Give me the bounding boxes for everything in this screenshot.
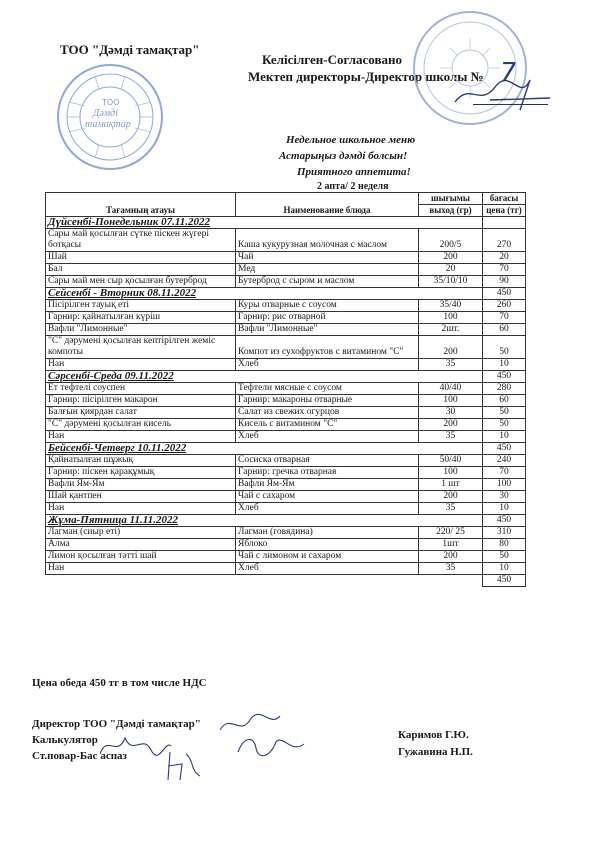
dish-price: 70 (483, 264, 526, 276)
dish-name-kz: Шай қантпен (46, 491, 236, 503)
menu-table (45, 192, 526, 587)
table-row (46, 300, 526, 312)
dish-name-kz: Нан (46, 503, 236, 515)
day-empty-cell (419, 288, 483, 300)
dish-name-kz: Бал (46, 264, 236, 276)
day-total: 450 (483, 288, 526, 300)
dish-name-ru: Чай (236, 252, 419, 264)
dish-name-kz: Нан (46, 359, 236, 371)
dish-name-ru: Мед (236, 264, 419, 276)
dish-name-ru: Гарнир: макароны отварные (236, 395, 419, 407)
cook-signature-icon (230, 728, 310, 762)
table-row (46, 419, 526, 431)
dish-name-ru: Салат из свежих огурцов (236, 407, 419, 419)
dish-yield: 200/5 (419, 229, 483, 252)
stamp-name-1: Дәмді (93, 108, 119, 119)
table-row (46, 491, 526, 503)
director-signature-icon (450, 72, 560, 112)
header-price-bottom: цена (тг) (483, 205, 526, 217)
dish-yield: 100 (419, 312, 483, 324)
table-row (46, 563, 526, 575)
day-header-row (46, 288, 526, 300)
day-empty-cell (236, 443, 419, 455)
header-ru-name: Наименование блюда (236, 193, 419, 217)
dish-yield: 200 (419, 491, 483, 503)
dish-price: 80 (483, 539, 526, 551)
dish-name-kz: Шай (46, 252, 236, 264)
dish-name-ru: Лагман (говядина) (236, 527, 419, 539)
table-row (46, 324, 526, 336)
dish-yield: 200 (419, 551, 483, 563)
day-empty-cell (419, 515, 483, 527)
day-total (483, 217, 526, 229)
school-number-handwritten: 7 (500, 58, 517, 88)
dish-yield: 40/40 (419, 383, 483, 395)
day-total: 450 (483, 515, 526, 527)
dish-name-kz: Гарнир: қайнатылған күріш (46, 312, 236, 324)
dish-price: 50 (483, 336, 526, 359)
day-name: Жұма-Пятница 11.11.2022 (46, 515, 236, 527)
week-label: 2 апта/ 2 неделя (317, 181, 389, 192)
dish-yield: 35 (419, 503, 483, 515)
signature-line (473, 104, 548, 105)
header-price-top: бағасы (483, 193, 526, 205)
dish-price: 60 (483, 395, 526, 407)
dish-name-kz: Лагман (сиыр еті) (46, 527, 236, 539)
table-row (46, 407, 526, 419)
table-row (46, 312, 526, 324)
day-name: Бейсенбі-Четверг 10.11.2022 (46, 443, 236, 455)
dish-name-ru: Компот из сухофруктов с витамином "С" (236, 336, 419, 359)
stamp-name-2: тамақтар (85, 119, 131, 130)
day-name: Сәрсенбі-Среда 09.11.2022 (46, 371, 236, 383)
table-row (46, 479, 526, 491)
day-header-row (46, 217, 526, 229)
company-stamp (55, 62, 165, 172)
dish-name-ru: Гарнир: гречка отварная (236, 467, 419, 479)
dish-price: 60 (483, 324, 526, 336)
dish-price: 30 (483, 491, 526, 503)
dish-name-kz: Сары май мен сыр қосылған бутерброд (46, 276, 236, 288)
chef-signature-icon (160, 746, 210, 786)
day-total: 450 (483, 371, 526, 383)
header-yield-top: шығымы (419, 193, 483, 205)
cook-label: Ст.повар-Бас аспаз (32, 750, 127, 762)
dish-name-ru: Тефтели мясные с соусом (236, 383, 419, 395)
dish-name-ru: Хлеб (236, 503, 419, 515)
calculator-label: Калькулятор (32, 734, 98, 746)
dish-yield: 35 (419, 431, 483, 443)
title-line-2: Астарыңыз дәмді болсын! (279, 150, 408, 162)
dish-price: 270 (483, 229, 526, 252)
table-row (46, 431, 526, 443)
table-row (46, 503, 526, 515)
dish-name-kz: "С" дәрумені қосылған кептірілген жеміс компоты (46, 336, 236, 359)
day-name: Сейсенбі - Вторник 08.11.2022 (46, 288, 236, 300)
dish-name-ru: Кисель с витамином "С" (236, 419, 419, 431)
final-total: 450 (483, 575, 526, 587)
dish-name-kz: Нан (46, 431, 236, 443)
table-row (46, 527, 526, 539)
dish-yield: 100 (419, 467, 483, 479)
day-total: 450 (483, 443, 526, 455)
menu-body (46, 217, 526, 587)
table-row (46, 551, 526, 563)
dish-price: 10 (483, 503, 526, 515)
dish-price: 10 (483, 563, 526, 575)
dish-name-ru: Хлеб (236, 431, 419, 443)
dish-price: 10 (483, 431, 526, 443)
table-row (46, 276, 526, 288)
day-header-row (46, 371, 526, 383)
day-name: Дүйсенбі-Понедельник 07.11.2022 (46, 217, 236, 229)
dish-name-ru: Чай с сахаром (236, 491, 419, 503)
dish-name-ru: Бутерброд с сыром и маслом (236, 276, 419, 288)
dish-yield: 35 (419, 563, 483, 575)
dish-price: 10 (483, 359, 526, 371)
day-header-row (46, 443, 526, 455)
table-row (46, 229, 526, 252)
day-empty-cell (236, 288, 419, 300)
table-row (46, 383, 526, 395)
dish-name-kz: Гарнир: піскен қарақұмық (46, 467, 236, 479)
day-empty-cell (419, 371, 483, 383)
director-label: Директор ТОО "Дәмді тамақтар" (32, 718, 201, 730)
dish-name-kz: "С" дәрумені қосылған кисель (46, 419, 236, 431)
table-row (46, 395, 526, 407)
day-empty-cell (236, 217, 419, 229)
table-row (46, 467, 526, 479)
dish-yield: 20 (419, 264, 483, 276)
dish-yield: 50/40 (419, 455, 483, 467)
dish-yield: 220/ 25 (419, 527, 483, 539)
dish-name-ru: Куры отварные с соусом (236, 300, 419, 312)
dish-yield: 35/40 (419, 300, 483, 312)
dish-name-ru: Яблоко (236, 539, 419, 551)
dish-name-kz: Қайнатылған шұжық (46, 455, 236, 467)
dish-price: 50 (483, 551, 526, 563)
price-note: Цена обеда 450 тг в том числе НДС (32, 677, 207, 689)
day-empty-cell (236, 515, 419, 527)
company-name: ТОО "Дәмді тамақтар" (60, 42, 200, 57)
dish-name-kz: Вафли "Лимонные" (46, 324, 236, 336)
dish-name-kz: Нан (46, 563, 236, 575)
dish-price: 280 (483, 383, 526, 395)
dish-name-kz: Лимон қосылған тәтті шай (46, 551, 236, 563)
dish-price: 310 (483, 527, 526, 539)
final-total-row (46, 575, 526, 587)
dish-name-kz: Сары май қосылған сүтке піскен жүгері ботқасы (46, 229, 236, 252)
title-line-3: Приятного аппетита! (297, 166, 411, 178)
title-line-1: Недельное школьное меню (286, 134, 416, 146)
dish-yield: 1шт (419, 539, 483, 551)
dish-yield: 35/10/10 (419, 276, 483, 288)
dish-price: 240 (483, 455, 526, 467)
header-kz-name: Тағамның атауы (46, 193, 236, 217)
dish-price: 100 (483, 479, 526, 491)
table-row (46, 336, 526, 359)
dish-yield: 200 (419, 252, 483, 264)
table-row (46, 455, 526, 467)
dish-name-kz: Пісірілген тауық еті (46, 300, 236, 312)
dish-yield: 200 (419, 336, 483, 359)
stamp-org: ТОО (102, 98, 120, 107)
dish-price: 50 (483, 407, 526, 419)
approval-line-2: Мектеп директоры-Директор школы № (248, 69, 484, 84)
dish-name-kz: Ет тефтелі соуспен (46, 383, 236, 395)
dish-name-ru: Хлеб (236, 563, 419, 575)
table-header-row (46, 193, 526, 205)
table-row (46, 359, 526, 371)
dish-name-ru: Каша кукурузная молочная с маслом (236, 229, 419, 252)
dish-price: 50 (483, 419, 526, 431)
table-row (46, 539, 526, 551)
dish-name-ru: Сосиска отварная (236, 455, 419, 467)
day-empty-cell (236, 371, 419, 383)
signer-name-1: Каримов Г.Ю. (398, 729, 469, 741)
dish-name-ru: Вафли Ям-Ям (236, 479, 419, 491)
final-total-spacer (46, 575, 483, 587)
table-row (46, 252, 526, 264)
dish-name-kz: Гарнир: пісірілген макарон (46, 395, 236, 407)
dish-name-ru: Чай с лимоном и сахаром (236, 551, 419, 563)
dish-name-kz: Балғын қиярдан салат (46, 407, 236, 419)
dish-yield: 35 (419, 359, 483, 371)
dish-yield: 30 (419, 407, 483, 419)
dish-price: 90 (483, 276, 526, 288)
day-header-row (46, 515, 526, 527)
dish-price: 70 (483, 312, 526, 324)
dish-price: 70 (483, 467, 526, 479)
dish-name-kz: Алма (46, 539, 236, 551)
day-empty-cell (419, 217, 483, 229)
dish-price: 260 (483, 300, 526, 312)
dish-name-ru: Вафли "Лимонные" (236, 324, 419, 336)
dish-name-kz: Вафли Ям-Ям (46, 479, 236, 491)
dish-yield: 100 (419, 395, 483, 407)
approval-line-1: Келісілген-Согласовано (262, 52, 402, 67)
table-row (46, 264, 526, 276)
dish-yield: 2шт. (419, 324, 483, 336)
dish-yield: 1 шт (419, 479, 483, 491)
dish-yield: 200 (419, 419, 483, 431)
dish-name-ru: Хлеб (236, 359, 419, 371)
dish-price: 20 (483, 252, 526, 264)
header-yield-bottom: выход (гр) (419, 205, 483, 217)
day-empty-cell (419, 443, 483, 455)
dish-name-ru: Гарнир: рис отварной (236, 312, 419, 324)
signer-name-2: Гужавина Н.П. (398, 746, 473, 758)
